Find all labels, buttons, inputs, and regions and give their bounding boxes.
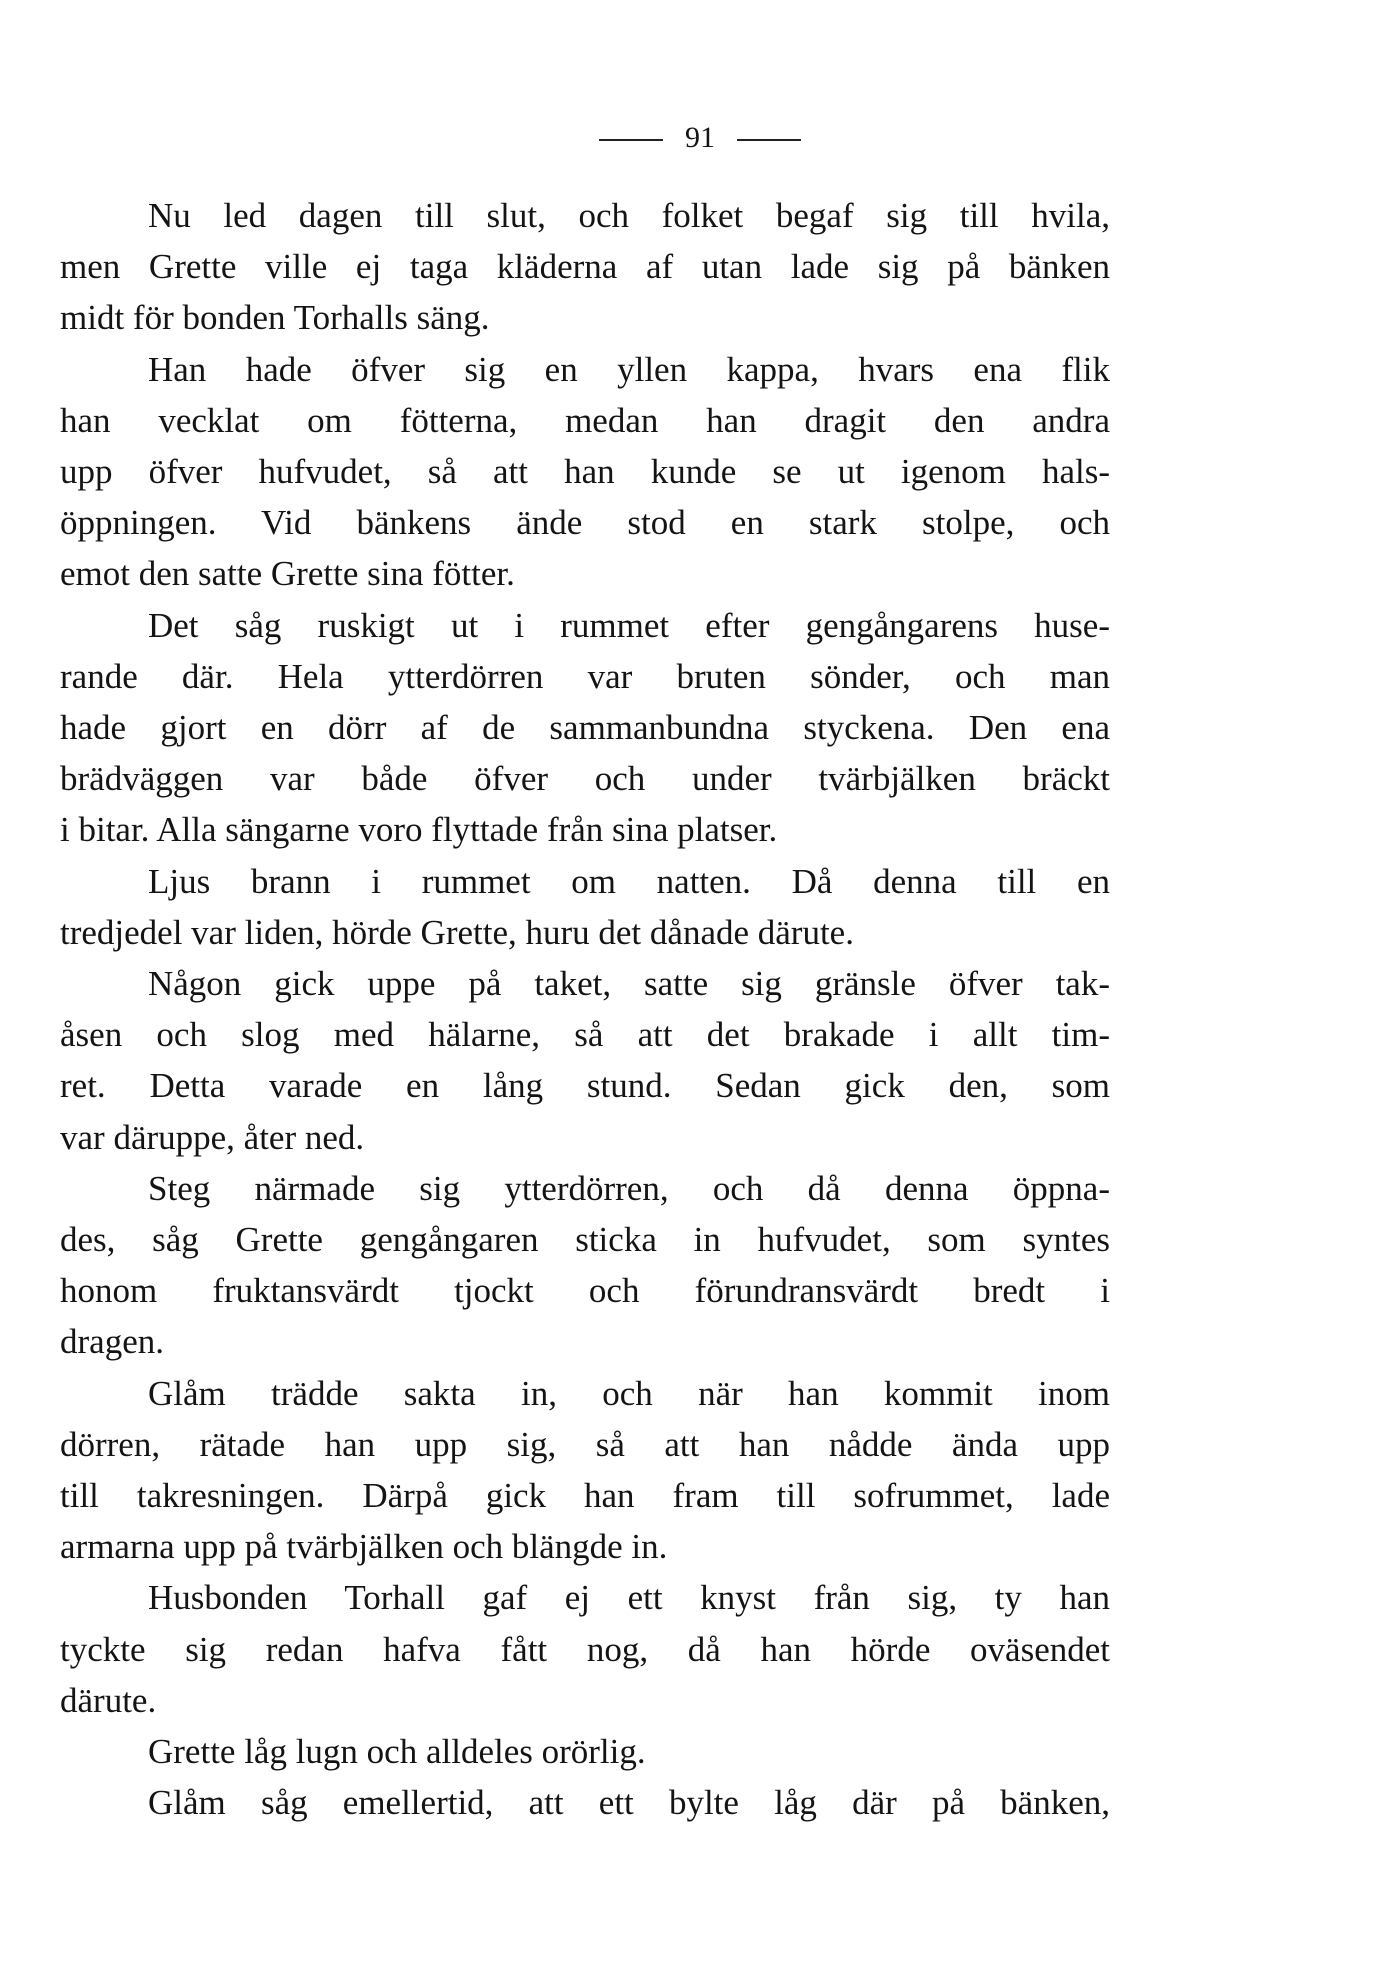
text-line: Nu led dagen till slut, och folket begaf sig till hvila, [148,196,1110,235]
text-line: därute. [60,1680,157,1720]
text-line: brädväggen var både öfver och under tvärbjälken bräckt [60,759,1110,799]
text-line: Steg närmade sig ytterdörren, och då denna öppna- [148,1168,1110,1208]
text-line: Någon gick uppe på taket, satte sig gränsle öfver tak- [148,964,1110,1004]
text-line: tyckte sig redan hafva fått nog, då han hörde oväsendet [60,1629,1110,1669]
text-line: var däruppe, åter ned. [60,1117,365,1157]
text-line: rande där. Hela ytterdörren var bruten sönder, och man [60,656,1110,696]
text-line: Han hade öfver sig en yllen kappa, hvars ena flik [148,349,1110,389]
text-line: Det såg ruskigt ut i rummet efter gengångarens huse- [148,605,1110,645]
text-line: men Grette ville ej taga kläderna af utan lade sig på bänken [60,247,1110,287]
page-header [0,118,1400,158]
text-line: Glåm trädde sakta in, och när han kommit inom [148,1373,1110,1413]
text-line: hade gjort en dörr af de sammanbundna styckena. Den ena [60,708,1110,748]
page-number: 91 [685,121,715,154]
text-line: tredjedel var liden, hörde Grette, huru det dånade därute. [60,912,854,952]
text-line: Husbonden Torhall gaf ej ett knyst från sig, ty han [148,1578,1110,1618]
text-line: åsen och slog med hälarne, så att det brakade i allt tim- [60,1015,1110,1055]
text-line: honom fruktansvärdt tjockt och förundransvärdt bredt i [60,1271,1110,1311]
body-text [60,190,1110,1829]
text-line: midt för bonden Torhalls säng. [60,298,490,338]
text-line: dragen. [60,1322,164,1362]
text-line: Grette låg lugn och alldeles orörlig. [148,1732,646,1772]
text-line: dörren, rätade han upp sig, så att han nådde ända upp [60,1424,1110,1464]
text-line: Ljus brann i rummet om natten. Då denna till en [148,861,1110,901]
text-line: ret. Detta varade en lång stund. Sedan gick den, som [60,1066,1110,1106]
text-line: i bitar. Alla sängarne voro flyttade från sina platser. [60,810,778,850]
text-line: han vecklat om fötterna, medan han dragit den andra [60,400,1110,440]
text-line: armarna upp på tvärbjälken och blängde in. [60,1527,668,1567]
text-line: emot den satte Grette sina fötter. [60,554,515,594]
header-rule-left [599,139,663,141]
text-line: des, såg Grette gengångaren sticka in hufvudet, som syntes [60,1220,1110,1260]
text-line: upp öfver hufvudet, så att han kunde se ut igenom hals- [60,452,1110,492]
text-line: Glåm såg emellertid, att ett bylte låg där på bänken, [148,1783,1110,1823]
text-line: öppningen. Vid bänkens ände stod en stark stolpe, och [60,503,1110,543]
header-rule-right [737,139,801,141]
text-line: till takresningen. Därpå gick han fram till sofrummet, lade [60,1476,1110,1516]
